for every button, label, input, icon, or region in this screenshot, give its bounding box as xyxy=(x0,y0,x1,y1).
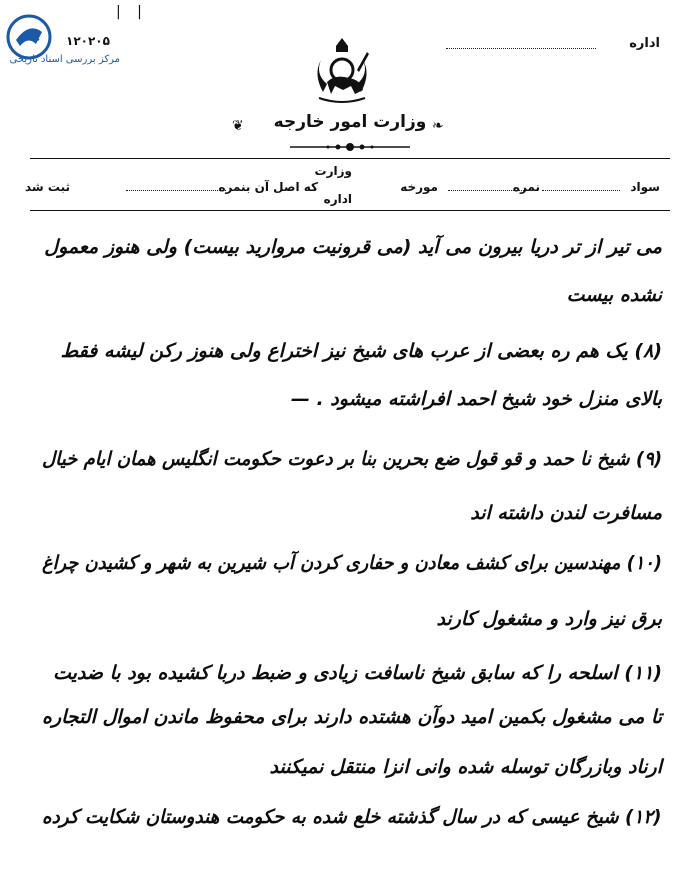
office-dotted-line xyxy=(446,48,596,49)
copy-dotted-line xyxy=(542,190,620,191)
body-line: (۱۲) شیخ عیسی که در سال گذشته خلع شده به حکومت هندوستان شکایت کرده xyxy=(42,806,662,828)
registered-label: ثبت شد xyxy=(24,180,70,194)
body-line: (۱۱) اسلحه را که سابق شیخ ناسافت زیادی و ضبط دربا کشیده بود با ضدیت xyxy=(52,662,662,684)
ornament-right-icon: ❧ xyxy=(432,118,444,134)
body-line: تا می مشغول بکمین امید دوآن هشتده دارند برای محفوظ ماندن اموال التجاره xyxy=(41,706,662,728)
top-marks: | | xyxy=(116,4,148,20)
lion-and-sun-emblem-icon xyxy=(305,34,379,106)
body-line: می تیر از تر دریا بیرون می آید (می قرونیت مروارید بیست) ولی هنوز معمول xyxy=(44,236,662,258)
original-number-label: که اصل آن بنمره xyxy=(218,180,318,194)
archive-watermark-caption: مرکز بررسی اسناد تاریخی xyxy=(9,54,120,65)
copy-label: سواد xyxy=(630,180,660,194)
ministry-label: وزارت xyxy=(314,164,352,178)
form-bottom-rule xyxy=(30,210,670,211)
copy-register-form-row xyxy=(24,160,660,206)
form-office-label: اداره xyxy=(323,192,352,206)
page-number: ۱۲۰۲۰۵ xyxy=(66,34,110,48)
number-dotted-line xyxy=(448,190,532,191)
title-ornament-rule-icon xyxy=(290,140,410,154)
number-label: نمره xyxy=(512,180,540,194)
body-line: ارناد وبازرگان توسله شده وانی انزا منتقل نمیکنند xyxy=(269,756,662,778)
body-line: بالای منزل خود شیخ احمد افراشته میشود . — xyxy=(290,388,662,410)
body-line: برق نیز وارد و مشغول کارند xyxy=(436,608,662,630)
body-line: (۱۰) مهندسین برای کشف معادن و حفاری کردن آب شیرین به شهر و کشیدن چراغ xyxy=(42,552,662,574)
body-line: (۸) یک هم ره بعضی از عرب های شیخ نیز اختراع ولی هنوز رکن لیشه فقط xyxy=(60,340,662,362)
ornament-left-icon: ❦ xyxy=(232,118,244,134)
body-line: مسافرت لندن داشته اند xyxy=(470,502,662,524)
body-line: (۹) شیخ نا حمد و قو قول ضع بحرین بنا بر دعوت حکومت انگلیس همان ایام خیال xyxy=(41,448,662,470)
body-line: نشده بیست xyxy=(566,284,662,306)
original-dotted-line xyxy=(126,190,226,191)
office-label: اداره xyxy=(629,36,660,51)
date-label: مورخه xyxy=(400,180,438,194)
form-top-rule xyxy=(30,158,670,159)
ministry-title: وزارت امور خارجه xyxy=(273,112,427,132)
